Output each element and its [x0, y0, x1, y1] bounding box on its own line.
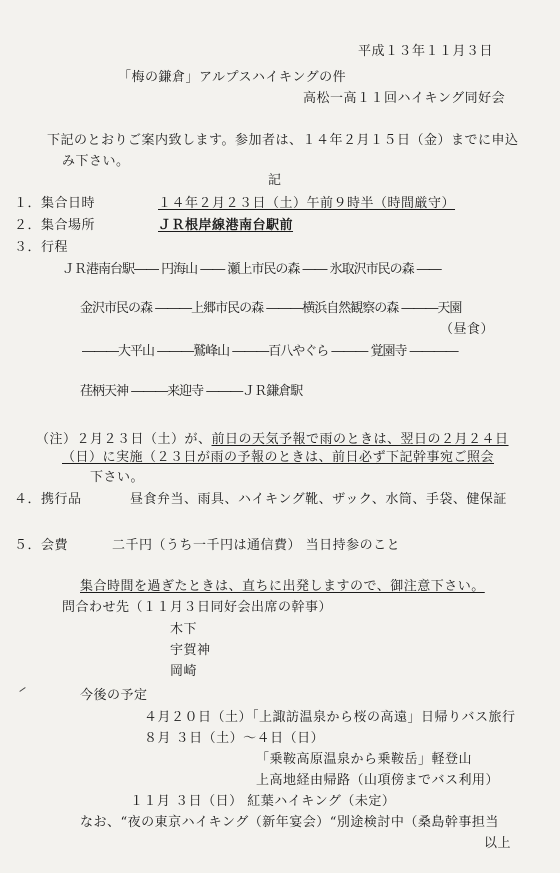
schedule-item-2a: 「乗鞍高原温泉から乗鞍岳」軽登山: [256, 752, 473, 767]
intro-line-2: み下さい。: [62, 154, 130, 169]
schedule-item-2: ８月 ３日（土）～４日（日）: [144, 731, 325, 746]
schedule-item-3: １１月 ３日（日） 紅葉ハイキング（未定）: [130, 794, 396, 809]
document-subject: 「梅の鎌倉」アルプスハイキングの件: [118, 70, 347, 85]
item-5-value: 二千円（うち一千円は通信費） 当日持参のこと: [112, 538, 401, 553]
note-prefix: （注）２月２３日（土）が、: [36, 432, 212, 447]
route-line-3: ―――大平山 ―――鷲峰山 ―――百八やぐら ――― 覚園寺 ――――: [82, 344, 458, 359]
contact-name-2: 宇賀神: [170, 643, 211, 658]
note-line-3: 下さい。: [90, 470, 145, 485]
item-5-label: ５．会費: [14, 538, 69, 553]
note-line-2: （日）に実施（２３日が雨の予報のときは、前日必ず下記幹事宛ご照会: [62, 450, 495, 465]
route-line-2: 金沢市民の森 ―――上郷市民の森 ―――横浜自然観察の森 ―――天園: [80, 301, 462, 316]
intro-line-1: 下記のとおりご案内致します。参加者は、１４年２月１５日（金）までに申込: [47, 133, 519, 148]
schedule-item-1: ４月２０日（土）「上諏訪温泉から桜の高遠」日帰りバス旅行: [144, 710, 516, 725]
route-line-4: 荏柄天神 ―――来迎寺 ―――ＪＲ鎌倉駅: [80, 384, 303, 399]
contact-name-1: 木下: [170, 622, 198, 637]
note-line-1: [36, 432, 509, 448]
schedule-heading: 今後の予定: [80, 688, 148, 703]
schedule-item-4: なお、“夜の東京ハイキング（新年宴会）“別途検討中（桑島幹事担当: [80, 815, 499, 830]
item-1-label: １．集合日時: [14, 196, 96, 211]
contact-heading: 問合わせ先（１１月３日同好会出席の幹事）: [62, 600, 333, 615]
contact-name-3: 岡崎: [170, 664, 198, 679]
item-4-label: ４．携行品: [14, 492, 82, 507]
item-1-value: １４年２月２３日（土）午前９時半（時間厳守）: [158, 196, 456, 211]
schedule-item-2b: 上高地経由帰路（山項傍までバス利用）: [256, 773, 500, 788]
note-emphasis: 前日の天気予報で雨のときは、翌日の２月２４日: [211, 432, 509, 447]
closing-mark: 以上: [484, 836, 512, 851]
route-lunch-note: （昼食）: [440, 322, 495, 337]
sender-org: 高松一高１１回ハイキング同好会: [303, 91, 506, 106]
item-2-label: ２．集合場所: [14, 218, 96, 233]
item-4-value: 昼食弁当、雨具、ハイキング靴、ザック、水筒、手袋、健保証: [130, 492, 507, 507]
departure-warning: 集合時間を過ぎたときは、直ちに出発しますので、御注意下さい。: [80, 579, 485, 594]
route-line-1: ＪＲ港南台駅―― 円海山 ―― 瀬上市民の森 ―― 氷取沢市民の森 ――: [62, 262, 441, 277]
stray-pen-mark: [19, 687, 25, 692]
ki-heading: 記: [268, 173, 282, 188]
item-2-value: ＪＲ根岸線港南台駅前: [158, 218, 294, 233]
item-3-label: ３．行程: [14, 240, 69, 255]
document-date: 平成１３年１１月３日: [358, 44, 494, 59]
